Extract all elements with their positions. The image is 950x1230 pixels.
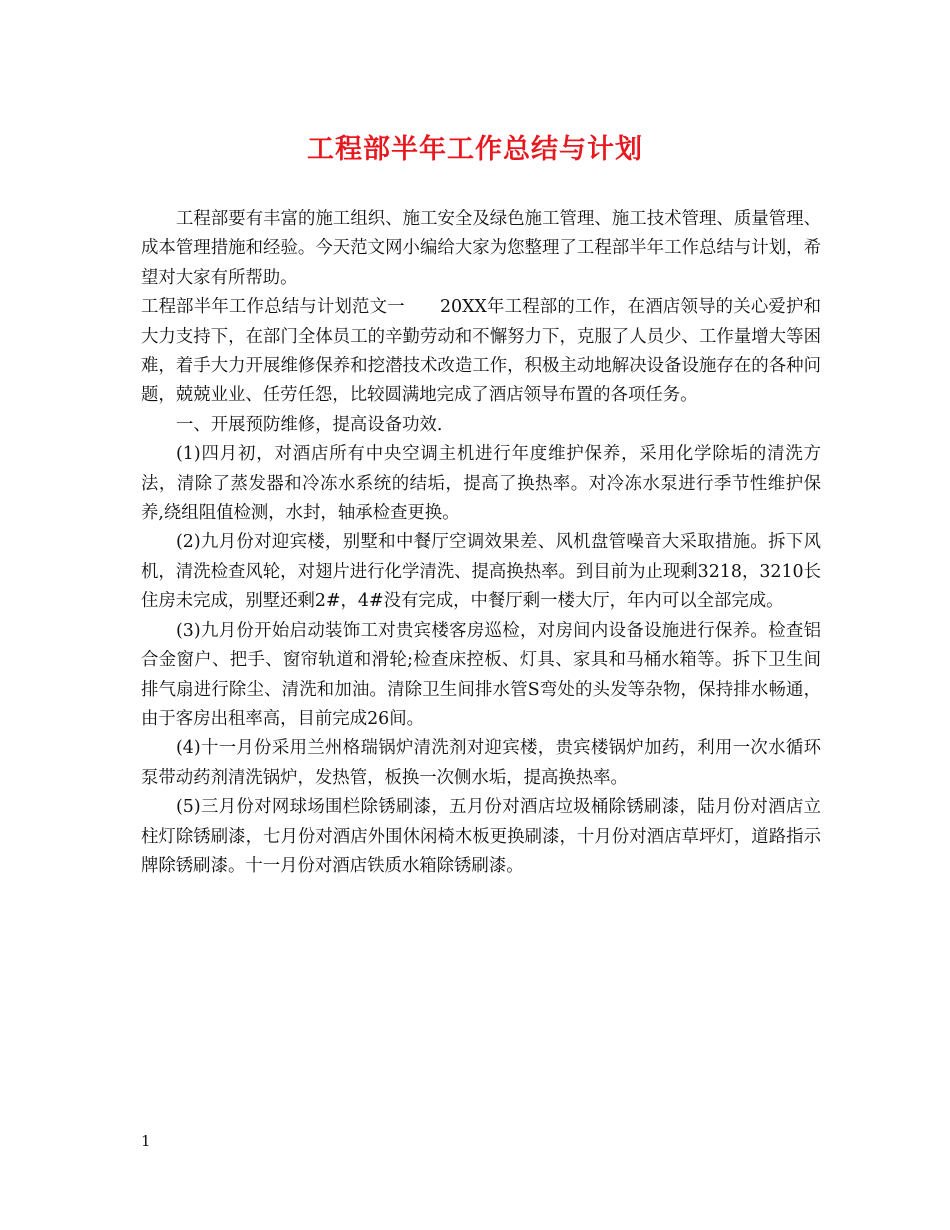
item-paragraph-5: (5)三月份对网球场围栏除锈刷漆，五月份对酒店垃圾桶除锈刷漆，陆月份对酒店立柱灯除锈刷漆，七月份对酒店外围休闲椅木板更换刷漆，十月份对酒店草坪灯，道路指示牌除锈刷漆。十一月份对酒店铁质水箱除锈刷漆。 bbox=[141, 797, 821, 876]
sample-paragraph: 工程部半年工作总结与计划范文一 20XX年工程部的工作，在酒店领导的关心爱护和大力支持下，在部门全体员工的辛勤劳动和不懈努力下，克服了人员少、工作量增大等困难，着手大力开展维修保养和挖潜技术改造工作，积极主动地解决设备设施存在的各种问题，兢兢业业、任劳任怨，比较圆满地完成了酒店领导布置的各项任务。 bbox=[141, 297, 821, 406]
document-title: 工程部半年工作总结与计划 bbox=[307, 134, 643, 165]
item-paragraph-1: (1)四月初，对酒店所有中央空调主机进行年度维护保养，采用化学除垢的清洗方法，清除了蒸发器和冷冻水系统的结垢，提高了换热率。对冷冻水泵进行季节性维护保养,绕组阻值检测，水封，轴承检查更换。 bbox=[141, 444, 821, 524]
item-paragraph-3: (3)九月份开始启动装饰工对贵宾楼客房巡检，对房间内设备设施进行保养。检查铝合金窗户、把手、窗帘轨道和滑轮;检查床控板、灯具、家具和马桶水箱等。拆下卫生间排气扇进行除尘、清洗和加油。清除卫生间排水管S弯处的头发等杂物，保持排水畅通，由于客房出租率高，目前完成26间。 bbox=[141, 620, 821, 729]
item-paragraph-2: (2)九月份对迎宾楼，别墅和中餐厅空调效果差、风机盘管噪音大采取措施。拆下风机，清洗检查风轮，对翅片进行化学清洗、提高换热率。到目前为止现剩3218，3210长住房未完成，别墅还剩2#，4#没有完成，中餐厅剩一楼大厅，年内可以全部完成。 bbox=[141, 532, 821, 612]
document-body bbox=[141, 205, 821, 881]
item-paragraph-4: (4)十一月份采用兰州格瑞锅炉清洗剂对迎宾楼，贵宾楼锅炉加药，利用一次水循环泵带动药剂清洗锅炉，发热管，板换一次侧水垢，提高换热率。 bbox=[141, 738, 821, 788]
section-heading: 一、开展预防维修，提高设备功效. bbox=[176, 414, 443, 435]
intro-paragraph: 工程部要有丰富的施工组织、施工安全及绿色施工管理、施工技术管理、质量管理、成本管理措施和经验。今天范文网小编给大家为您整理了工程部半年工作总结与计划，希望对大家有所帮助。 bbox=[141, 209, 821, 288]
page-number: 1 bbox=[141, 1132, 151, 1150]
